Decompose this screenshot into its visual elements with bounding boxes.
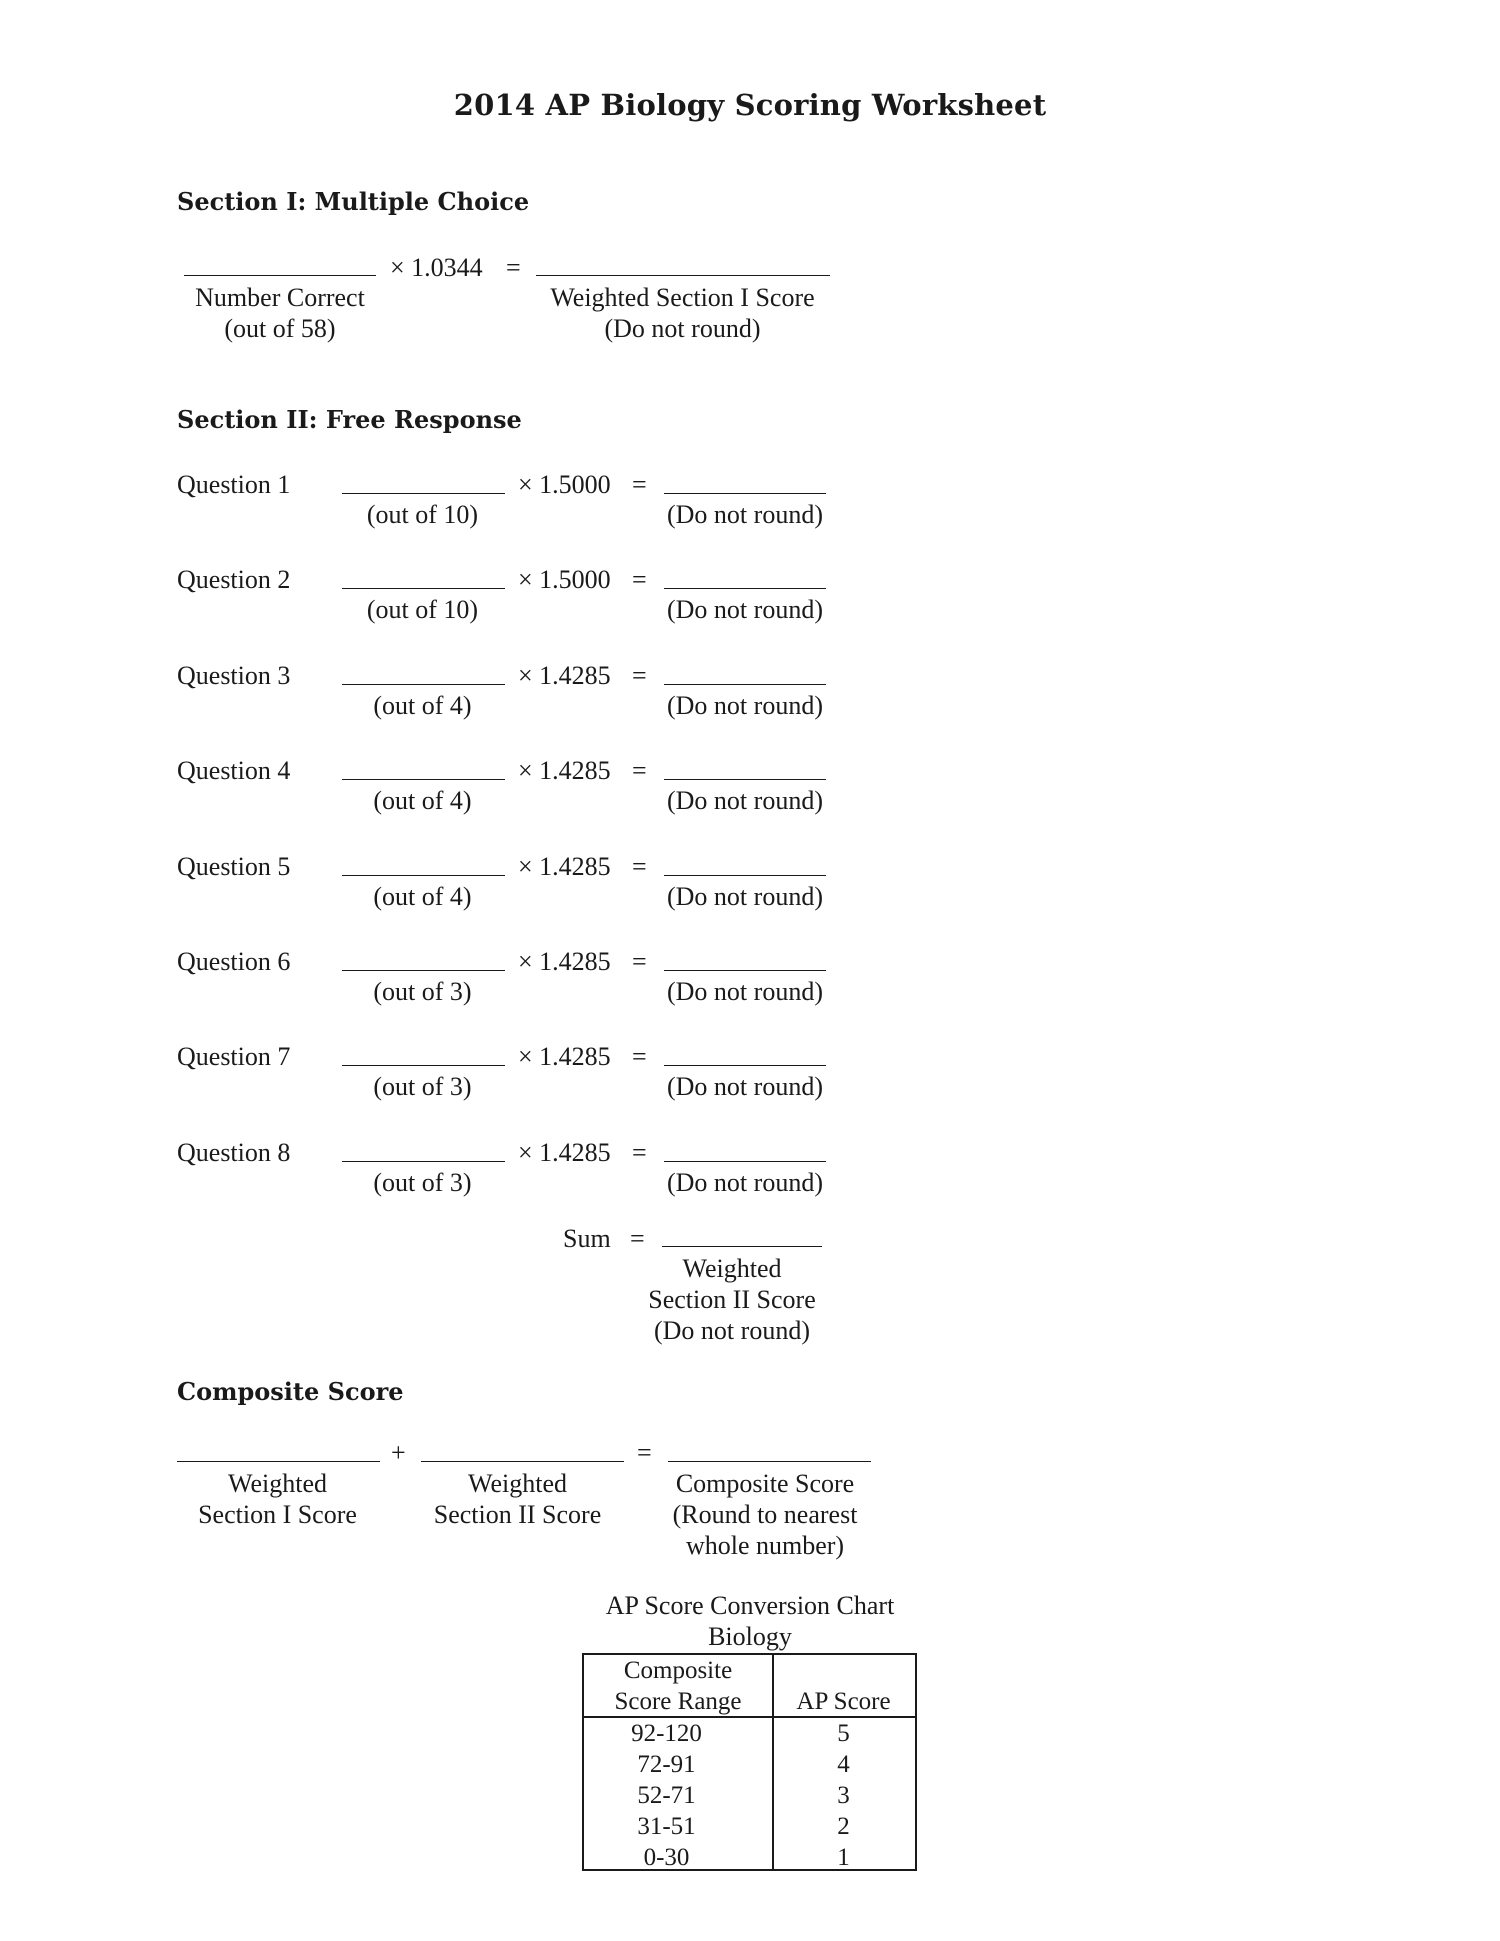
question-5-equals: = <box>632 852 647 881</box>
range-cell: 72-91 <box>637 1751 696 1778</box>
question-5-score-blank[interactable] <box>342 875 505 876</box>
question-8-note: (Do not round) <box>667 1168 823 1197</box>
question-8-score-blank[interactable] <box>342 1161 505 1162</box>
question-1-weighted-blank[interactable] <box>664 493 826 494</box>
page-title: 2014 AP Biology Scoring Worksheet <box>453 88 1047 122</box>
question-5-note: (Do not round) <box>667 882 823 911</box>
conversion-table <box>582 1653 917 1871</box>
question-1-equals: = <box>632 470 647 499</box>
question-3-score-blank[interactable] <box>342 684 505 685</box>
question-3-multiplier: × 1.4285 <box>518 661 611 690</box>
question-4-weighted-blank[interactable] <box>664 779 826 780</box>
question-6-weighted-blank[interactable] <box>664 970 826 971</box>
range-cell: 0-30 <box>643 1844 690 1871</box>
question-2-score-blank[interactable] <box>342 588 505 589</box>
section1-equals: = <box>506 253 521 282</box>
question-8-multiplier: × 1.4285 <box>518 1138 611 1167</box>
question-1-score-blank[interactable] <box>342 493 505 494</box>
question-6-out-of: (out of 3) <box>373 977 472 1006</box>
number-correct-label: Number Correct (out of 58) <box>195 283 365 343</box>
question-2-weighted-blank[interactable] <box>664 588 826 589</box>
question-3-label: Question 3 <box>177 661 291 690</box>
range-cell: 52-71 <box>637 1782 696 1809</box>
composite-plus: + <box>391 1438 406 1467</box>
question-3-note: (Do not round) <box>667 691 823 720</box>
section2-heading: Section II: Free Response <box>177 405 522 434</box>
ap-score-cell: 5 <box>837 1720 850 1747</box>
composite-label-score: Composite Score (Round to nearest whole number) <box>672 1469 858 1560</box>
question-2-out-of: (out of 10) <box>366 595 479 624</box>
ap-score-cell: 3 <box>837 1782 850 1809</box>
question-6-note: (Do not round) <box>667 977 823 1006</box>
question-7-weighted-blank[interactable] <box>664 1065 826 1066</box>
question-5-out-of: (out of 4) <box>373 882 472 911</box>
question-4-multiplier: × 1.4285 <box>518 756 611 785</box>
question-4-score-blank[interactable] <box>342 779 505 780</box>
composite-equals: = <box>637 1438 652 1467</box>
question-5-multiplier: × 1.4285 <box>518 852 611 881</box>
question-7-out-of: (out of 3) <box>373 1072 472 1101</box>
range-cell: 92-120 <box>631 1720 702 1747</box>
question-3-equals: = <box>632 661 647 690</box>
question-7-equals: = <box>632 1042 647 1071</box>
weighted-section2-blank[interactable] <box>662 1246 822 1247</box>
weighted-section2-label: Weighted Section II Score (Do not round) <box>648 1254 816 1345</box>
ap-score-cell: 2 <box>837 1813 850 1840</box>
question-8-label: Question 8 <box>177 1138 291 1167</box>
question-4-label: Question 4 <box>177 756 291 785</box>
section1-heading: Section I: Multiple Choice <box>177 187 530 216</box>
conversion-chart-title: AP Score Conversion Chart Biology <box>605 1591 895 1651</box>
composite-score-blank[interactable] <box>668 1461 871 1462</box>
question-6-label: Question 6 <box>177 947 291 976</box>
question-4-out-of: (out of 4) <box>373 786 472 815</box>
composite-label-section1: Weighted Section I Score <box>198 1469 357 1529</box>
question-3-weighted-blank[interactable] <box>664 684 826 685</box>
composite-section2-blank[interactable] <box>421 1461 624 1462</box>
question-1-label: Question 1 <box>177 470 291 499</box>
ap-score-cell: 1 <box>837 1844 850 1871</box>
question-2-equals: = <box>632 565 647 594</box>
question-7-score-blank[interactable] <box>342 1065 505 1066</box>
composite-label-section2: Weighted Section II Score <box>433 1469 602 1529</box>
question-6-score-blank[interactable] <box>342 970 505 971</box>
question-7-label: Question 7 <box>177 1042 291 1071</box>
question-2-label: Question 2 <box>177 565 291 594</box>
question-4-equals: = <box>632 756 647 785</box>
range-cell: 31-51 <box>637 1813 696 1840</box>
question-5-weighted-blank[interactable] <box>664 875 826 876</box>
ap-score-cell: 4 <box>837 1751 850 1778</box>
question-3-out-of: (out of 4) <box>373 691 472 720</box>
question-1-multiplier: × 1.5000 <box>518 470 611 499</box>
question-7-multiplier: × 1.4285 <box>518 1042 611 1071</box>
question-4-note: (Do not round) <box>667 786 823 815</box>
section1-multiplier: × 1.0344 <box>390 253 483 282</box>
sum-equals: = <box>630 1224 645 1253</box>
weighted-section1-label: Weighted Section I Score (Do not round) <box>550 283 815 343</box>
composite-heading: Composite Score <box>177 1377 404 1406</box>
header-composite-range: Composite Score Range <box>614 1657 742 1715</box>
question-1-out-of: (out of 10) <box>366 500 479 529</box>
question-7-note: (Do not round) <box>667 1072 823 1101</box>
header-ap-score: AP Score <box>796 1688 891 1715</box>
composite-section1-blank[interactable] <box>177 1461 380 1462</box>
weighted-section1-blank[interactable] <box>536 275 830 276</box>
question-6-equals: = <box>632 947 647 976</box>
question-1-note: (Do not round) <box>667 500 823 529</box>
question-8-equals: = <box>632 1138 647 1167</box>
question-8-out-of: (out of 3) <box>373 1168 472 1197</box>
question-2-note: (Do not round) <box>667 595 823 624</box>
question-2-multiplier: × 1.5000 <box>518 565 611 594</box>
sum-label: Sum <box>563 1224 611 1253</box>
number-correct-blank[interactable] <box>184 275 376 276</box>
question-8-weighted-blank[interactable] <box>664 1161 826 1162</box>
question-5-label: Question 5 <box>177 852 291 881</box>
question-6-multiplier: × 1.4285 <box>518 947 611 976</box>
